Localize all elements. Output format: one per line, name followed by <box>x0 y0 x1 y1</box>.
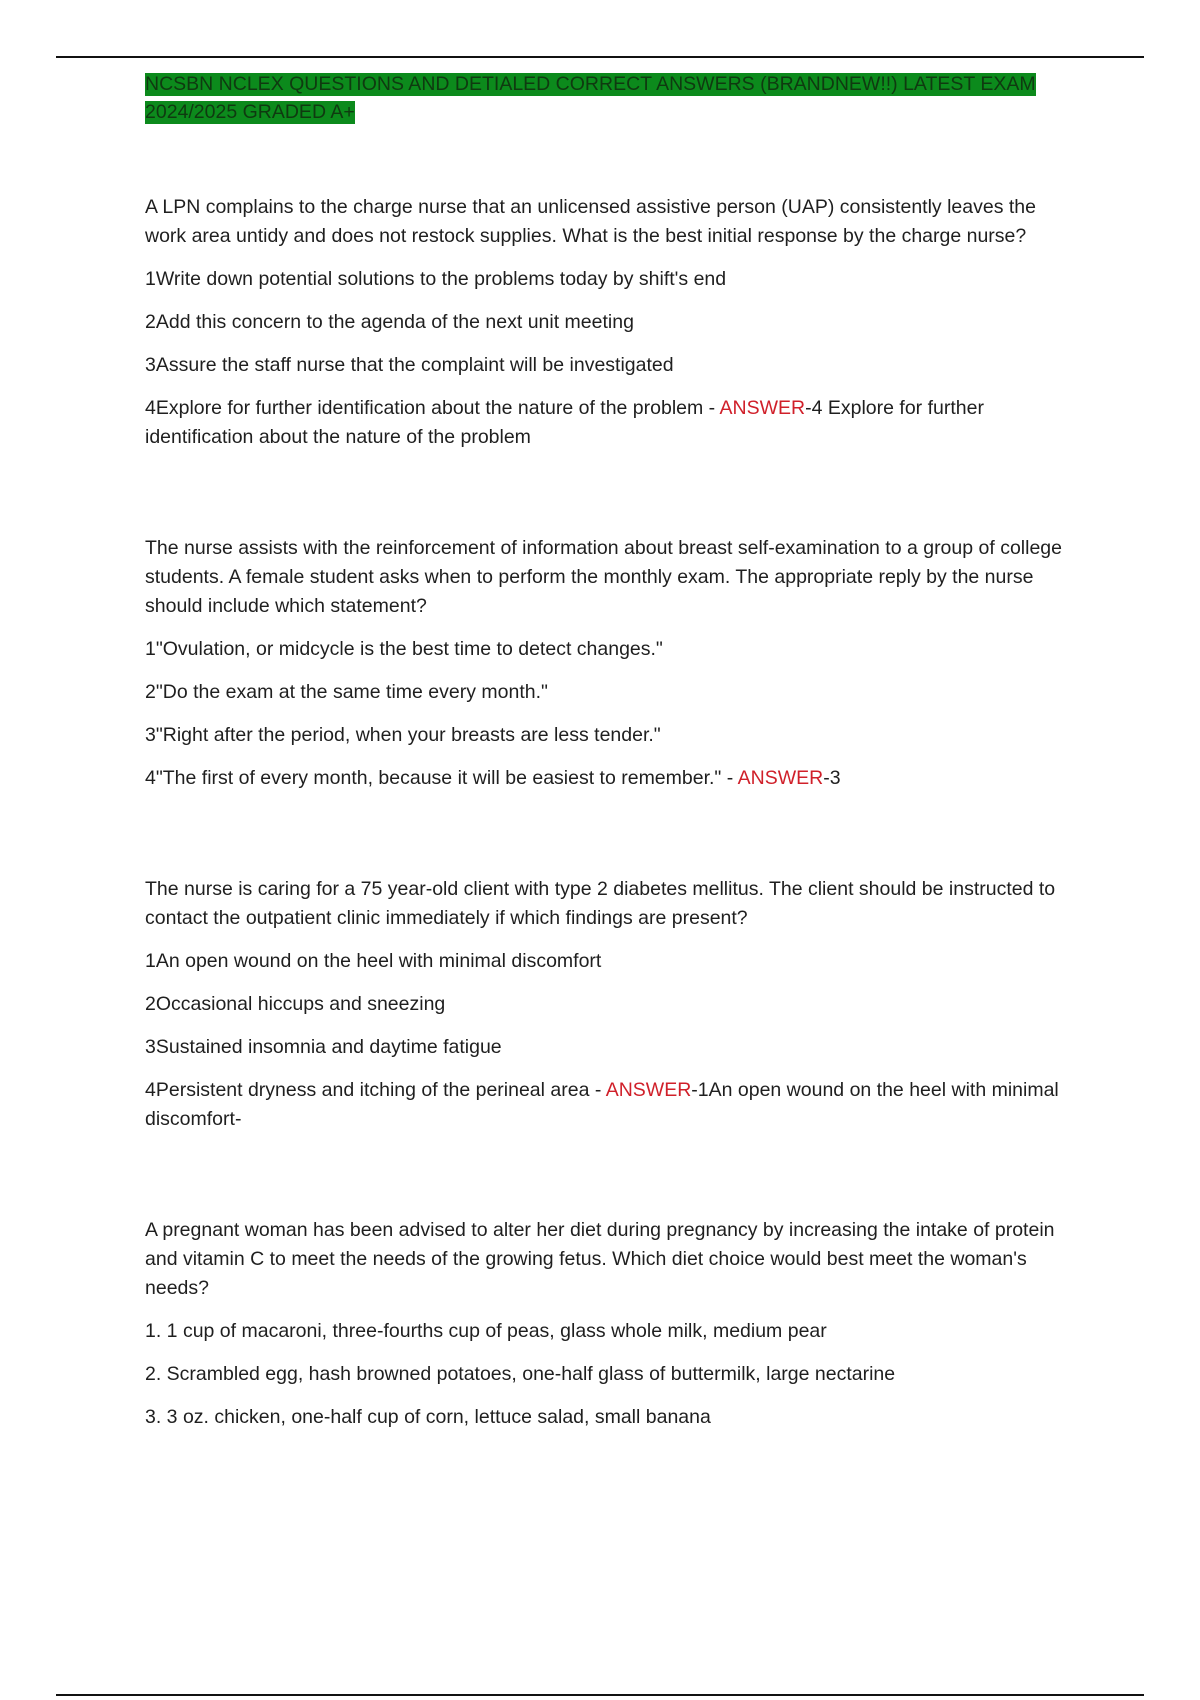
question-block-2 <box>145 534 1080 793</box>
question-block-1 <box>145 193 1080 452</box>
question-block-4 <box>145 1216 1080 1432</box>
question-stem: The nurse assists with the reinforcement of information about breast self-examination to a group of college students. A female student asks when to perform the monthly exam. The appropriate reply by the nurse should include which statement? <box>145 537 1062 617</box>
answer-option: 1An open wound on the heel with minimal discomfort <box>145 950 602 972</box>
answer-option-text: 4Persistent dryness and itching of the perineal area - <box>145 1079 606 1101</box>
answer-option: 1. 1 cup of macaroni, three-fourths cup of peas, glass whole milk, medium pear <box>145 1320 827 1342</box>
answer-option: 3. 3 oz. chicken, one-half cup of corn, lettuce salad, small banana <box>145 1406 711 1428</box>
question-stem: A LPN complains to the charge nurse that an unlicensed assistive person (UAP) consistently leaves the work area untidy and does not restock supplies. What is the best initial response by the charge nurse? <box>145 196 1036 247</box>
document-title <box>145 70 1080 126</box>
answer-option: 3Sustained insomnia and daytime fatigue <box>145 1036 502 1058</box>
answer-option: 1"Ovulation, or midcycle is the best time to detect changes." <box>145 638 663 660</box>
answer-option-with-key <box>145 1076 1080 1134</box>
answer-key-label: ANSWER <box>719 397 806 419</box>
answer-option-with-key <box>145 764 1080 793</box>
question-block-3 <box>145 875 1080 1134</box>
answer-key-text: -1An open wound on the heel with minimal discomfort- <box>145 1079 1059 1130</box>
answer-option: 2"Do the exam at the same time every month." <box>145 681 548 703</box>
answer-option-with-key <box>145 394 1080 452</box>
answer-key-text: -4 Explore for further identification about the nature of the problem <box>145 397 984 448</box>
answer-option: 2. Scrambled egg, hash browned potatoes, one-half glass of buttermilk, large nectarine <box>145 1363 896 1385</box>
answer-option: 2Occasional hiccups and sneezing <box>145 993 446 1015</box>
document-body <box>145 70 1080 1432</box>
question-stem: The nurse is caring for a 75 year-old client with type 2 diabetes mellitus. The client should be instructed to contact the outpatient clinic immediately if which findings are present? <box>145 878 1056 929</box>
answer-option: 2Add this concern to the agenda of the next unit meeting <box>145 311 634 333</box>
answer-option: 3"Right after the period, when your breasts are less tender." <box>145 724 661 746</box>
top-rule <box>56 56 1144 58</box>
question-stem: A pregnant woman has been advised to alter her diet during pregnancy by increasing the intake of protein and vitamin C to meet the needs of the growing fetus. Which diet choice would best meet the woman's needs? <box>145 1219 1055 1299</box>
answer-option-text: 4Explore for further identification about the nature of the problem - <box>145 397 720 419</box>
answer-option: 1Write down potential solutions to the problems today by shift's end <box>145 268 727 290</box>
answer-option: 3Assure the staff nurse that the complaint will be investigated <box>145 354 674 376</box>
bottom-rule <box>56 1694 1144 1696</box>
answer-key-text: -3 <box>823 767 841 789</box>
answer-key-label: ANSWER <box>605 1079 692 1101</box>
answer-option-text: 4"The first of every month, because it will be easiest to remember." - <box>145 767 738 789</box>
title-highlight: NCSBN NCLEX QUESTIONS AND DETIALED CORRECT ANSWERS (BRANDNEW!!) LATEST EXAM 2024/2025 GRADED A+ <box>145 73 1036 123</box>
answer-key-label: ANSWER <box>737 767 824 789</box>
